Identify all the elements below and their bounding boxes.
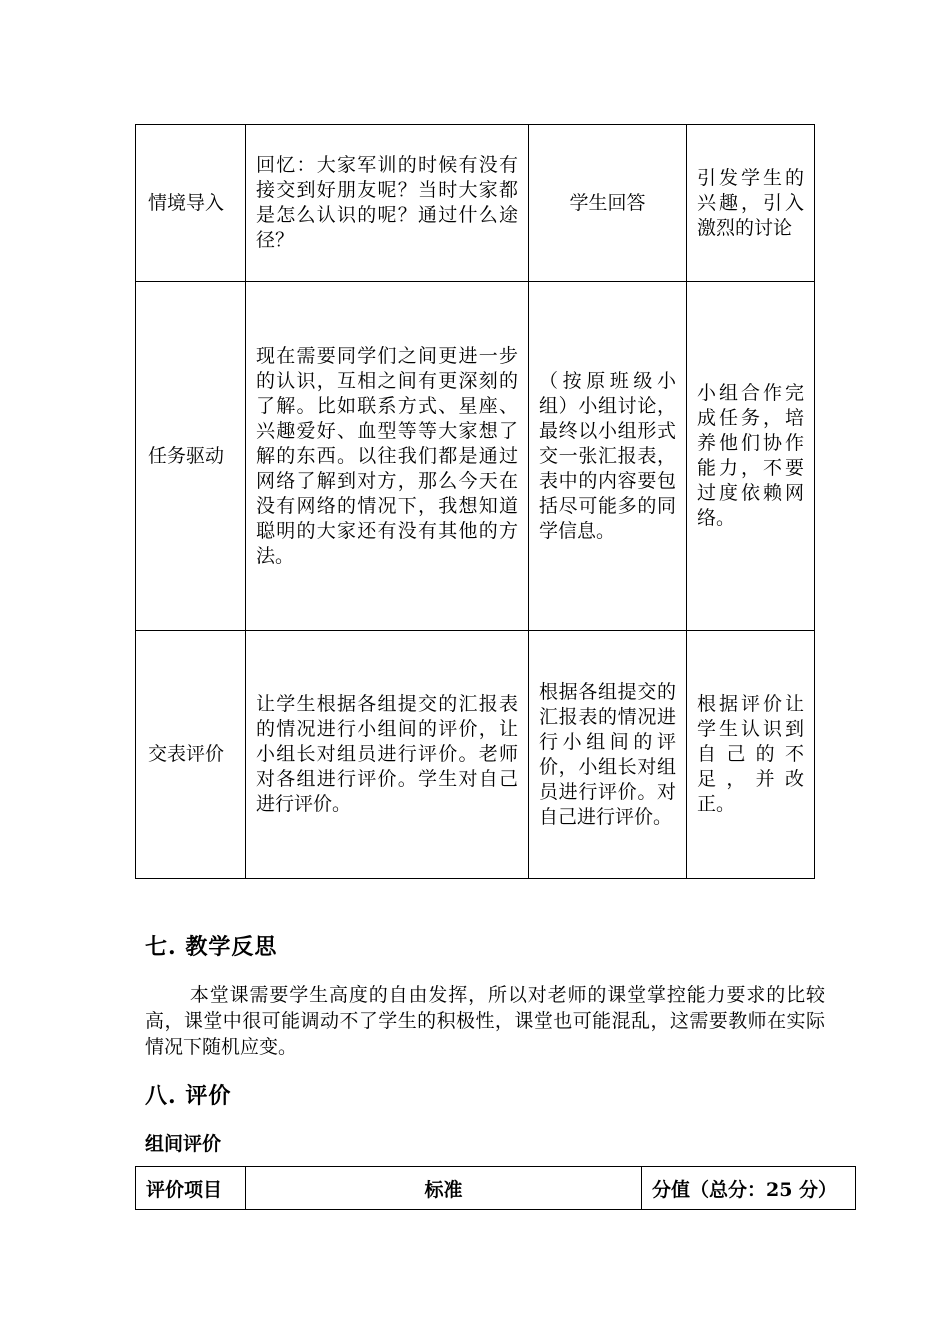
teacher-activity-cell: 回忆：大家军训的时候有没有接交到好朋友呢？当时大家都是怎么认识的呢？通过什么途径？ [246,125,529,282]
reflection-text: 本堂课需要学生高度的自由发挥，所以对老师的课堂掌控能力要求的比较高，课堂中很可能调动不了学生的积极性，课堂也可能混乱，这需要教师在实际情况下随机应变。 [145,984,825,1058]
section-8-heading: 八. 评价 [145,1083,232,1109]
lesson-process-table [135,124,815,879]
teacher-activity-cell: 现在需要同学们之间更进一步的认识，互相之间有更深刻的了解。比如联系方式、星座、兴趣爱好、血型等等大家想了解的东西。以往我们都是通过网络了解到对方，那么今天在没有网络的情况下，我想知道聪明的大家还有没有其他的方法。 [246,282,529,631]
table-row [136,631,815,879]
evaluation-table [135,1166,856,1210]
student-activity-cell: （按原班级小组）小组讨论，最终以小组形式交一张汇报表，表中的内容要包括尽可能多的同学信息。 [529,282,687,631]
design-purpose-cell: 根据评价让学生认识到自己的不足，并改正。 [687,631,815,879]
group-evaluation-subtitle: 组间评价 [145,1133,222,1155]
section-7-heading: 七. 教学反思 [145,934,278,960]
table-row [136,125,815,282]
table-row [136,282,815,631]
reflection-paragraph [145,982,825,1060]
eval-score-header: 分值（总分：25 分） [642,1167,856,1210]
eval-standard-header: 标准 [246,1167,642,1210]
design-purpose-cell: 小组合作完成任务，培养他们协作能力，不要过度依赖网络。 [687,282,815,631]
eval-item-header: 评价项目 [136,1167,246,1210]
stage-cell: 情境导入 [136,125,246,282]
student-activity-cell: 根据各组提交的汇报表的情况进行小组间的评价，小组长对组员进行评价。对自己进行评价。 [529,631,687,879]
design-purpose-cell: 引发学生的兴趣，引入激烈的讨论 [687,125,815,282]
stage-cell: 任务驱动 [136,282,246,631]
table-header-row [136,1167,856,1210]
teacher-activity-cell: 让学生根据各组提交的汇报表的情况进行小组间的评价，让小组长对组员进行评价。老师对各组进行评价。学生对自己进行评价。 [246,631,529,879]
stage-cell: 交表评价 [136,631,246,879]
student-activity-cell: 学生回答 [529,125,687,282]
